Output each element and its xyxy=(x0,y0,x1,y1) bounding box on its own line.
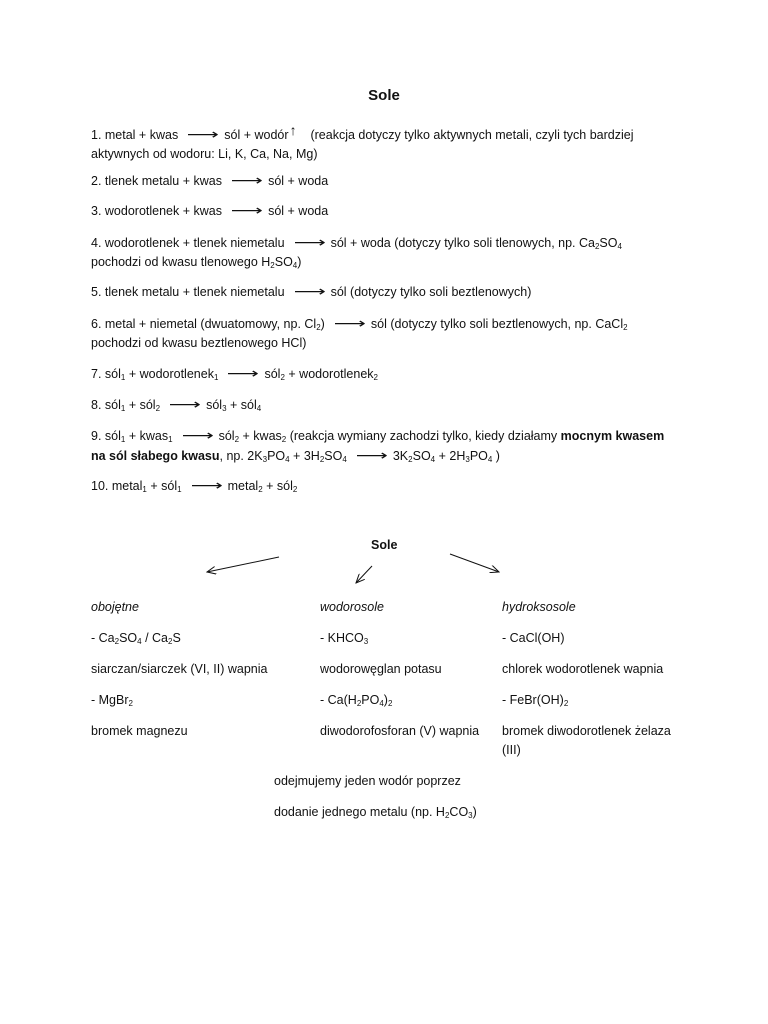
arrow-left-icon xyxy=(207,557,279,572)
note-line-2: dodanie jednego metalu (np. $H_2CO_3$) xyxy=(274,805,477,820)
formula-potassium-bicarbonate: - $KHCO_3$ xyxy=(320,631,369,646)
page-title: Sole xyxy=(368,87,400,104)
reaction-arrow-icon: ⟶ xyxy=(230,202,260,218)
arrow-middle-icon xyxy=(356,566,372,583)
name-calcium-dihydrogen-phosphate: diwodorofosforan (V) wapnia xyxy=(320,724,480,738)
equation-5: 5. tlenek metalu + tlenek niemetalu ⟶ sól (dotyczy tylko soli beztlenowych) xyxy=(91,283,532,299)
name-magnesium-bromide: bromek magnezu xyxy=(91,724,188,738)
reaction-arrow-icon: ⟶ xyxy=(355,447,385,463)
category-hydrogen-salts: wodorosole xyxy=(320,600,384,614)
equation-8: 8. sól$_1$ + sól$_2$ ⟶ sól$_3$ + sól$_4$ xyxy=(91,396,262,413)
reaction-arrow-icon: ⟶ xyxy=(181,427,211,443)
reaction-arrow-icon: ⟶ xyxy=(190,477,220,493)
reaction-arrow-icon: ⟶ xyxy=(168,396,198,412)
reaction-arrow-icon: ⟶ xyxy=(293,283,323,299)
category-neutral-salts: obojętne xyxy=(91,600,139,614)
equation-9: 9. sól$_1$ + kwas$_1$ ⟶ sól$_2$ + kwas$_2$ (reakcja wymiany zachodzi tylko, kiedy działamy mocnym kwasem na sól słabego kwasu, np. $2K_3PO_4 + 3H_2SO_4$ ⟶ $3K_2SO_4 + 2H_3PO_4$ ) xyxy=(91,427,665,464)
equation-3: 3. wodorotlenek + kwas ⟶ sól + woda xyxy=(91,202,329,218)
formula-calcium-chloride-hydroxide: - CaCl(OH) xyxy=(502,631,565,645)
reaction-arrow-icon: ⟶ xyxy=(333,315,363,331)
category-hydroxy-salts: hydroksosole xyxy=(502,600,576,614)
name-calcium-sulfate: siarczan/siarczek (VI, II) wapnia xyxy=(91,662,268,676)
gas-up-arrow-icon: ↑ xyxy=(289,122,297,138)
reaction-arrow-icon: ⟶ xyxy=(293,234,323,250)
name-iron-bromide-dihydroxide: bromek diwodorotlenek żelaza (III) xyxy=(502,724,671,757)
reaction-arrow-icon: ⟶ xyxy=(230,172,260,188)
diagram-title: Sole xyxy=(371,538,398,552)
equation-6: 6. metal + niemetal (dwuatomowy, np. $Cl_2$) ⟶ sól (dotyczy tylko soli beztlenowych, np. CaCl$_2$ pochodzi od kwasu beztlenowego HCl) xyxy=(91,315,628,350)
equation-4: 4. wodorotlenek + tlenek niemetalu ⟶ sól + woda (dotyczy tylko soli tlenowych, np. $Ca_2SO_4$ pochodzi od kwasu tlenowego $H_2SO_4$) xyxy=(91,234,622,270)
name-potassium-bicarbonate: wodorowęglan potasu xyxy=(320,662,442,676)
formula-iron-bromide-dihydroxide: - $FeBr(OH)_2$ xyxy=(502,693,569,708)
formula-magnesium-bromide: - MgBr$_2$ xyxy=(91,693,133,708)
note-line-1: odejmujemy jeden wodór poprzez xyxy=(274,774,461,788)
equation-7: 7. sól$_1$ + wodorotlenek$_1$ ⟶ sól$_2$ + wodorotlenek$_2$ xyxy=(91,365,378,382)
equation-10: 10. metal$_1$ + sól$_1$ ⟶ metal$_2$ + sól$_2$ xyxy=(91,477,298,494)
equation-2: 2. tlenek metalu + kwas ⟶ sól + woda xyxy=(91,172,329,188)
name-calcium-chloride-hydroxide: chlorek wodorotlenek wapnia xyxy=(502,662,664,676)
equation-1: 1. metal + kwas ⟶ sól + wodór↑ (reakcja dotyczy tylko aktywnych metali, czyli tych bardziej aktywnych od wodoru: Li, K, Ca, Na, Mg) xyxy=(91,122,634,161)
reaction-arrow-icon: ⟶ xyxy=(226,365,256,381)
arrow-right-icon xyxy=(450,554,499,572)
reaction-arrow-icon: ⟶ xyxy=(186,126,216,142)
formula-calcium-sulfate: - $Ca_2SO_4 / Ca_2S$ xyxy=(91,631,181,646)
formula-calcium-dihydrogen-phosphate: - $Ca(H_2PO_4)_2$ xyxy=(320,693,393,708)
